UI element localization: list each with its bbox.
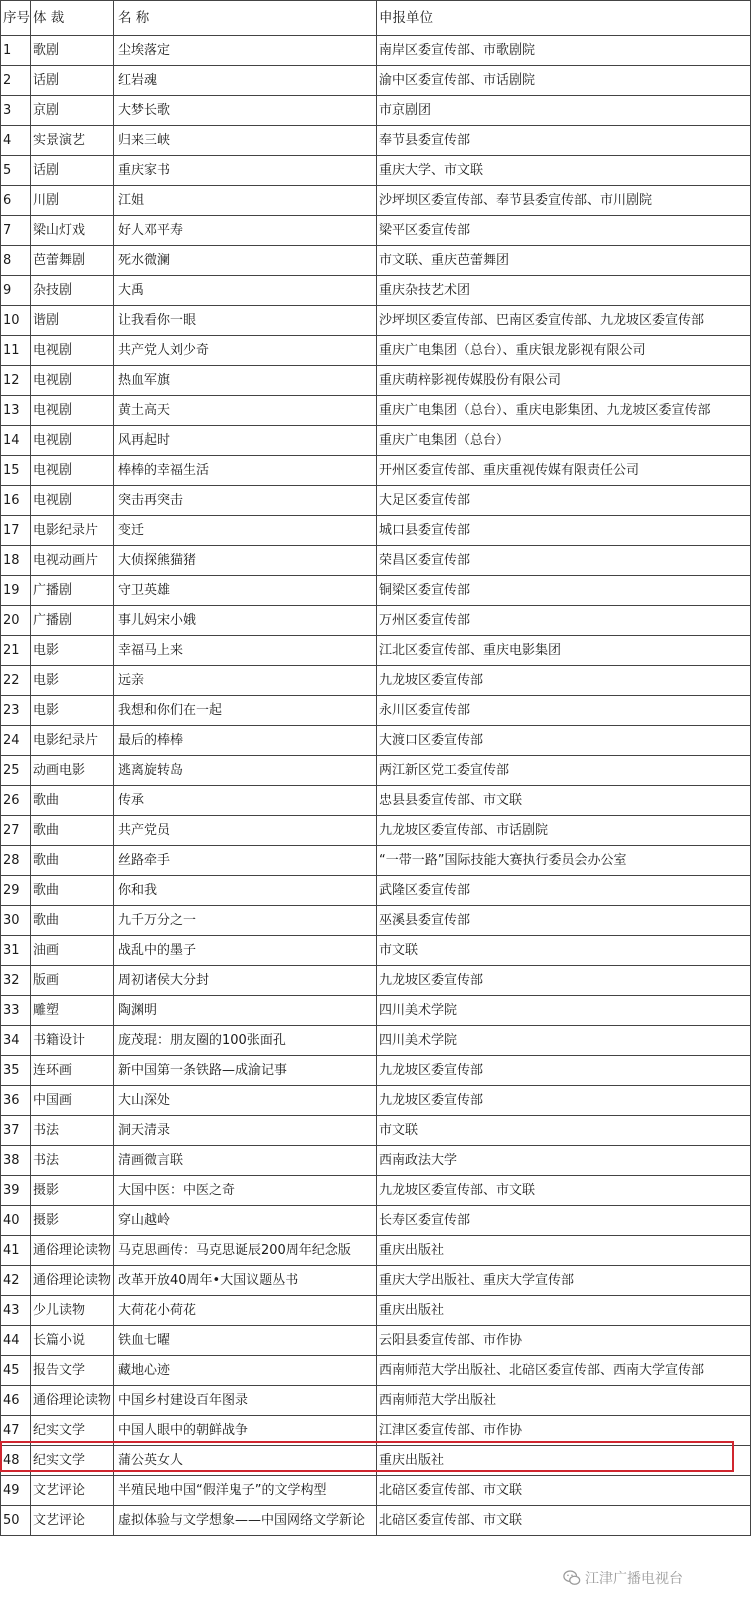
table-row bbox=[1, 1206, 751, 1236]
cell-index: 48 bbox=[1, 1446, 31, 1476]
table-row bbox=[1, 846, 751, 876]
cell-title: 洞天清录 bbox=[114, 1116, 377, 1146]
cell-applicant: 市文联 bbox=[377, 1116, 751, 1146]
table-row bbox=[1, 1476, 751, 1506]
cell-applicant: 重庆出版社 bbox=[377, 1296, 751, 1326]
cell-genre: 芭蕾舞剧 bbox=[31, 246, 114, 276]
cell-title: 传承 bbox=[114, 786, 377, 816]
cell-genre: 长篇小说 bbox=[31, 1326, 114, 1356]
cell-title: 藏地心迹 bbox=[114, 1356, 377, 1386]
cell-applicant: 云阳县委宣传部、市作协 bbox=[377, 1326, 751, 1356]
cell-index: 28 bbox=[1, 846, 31, 876]
cell-genre: 摄影 bbox=[31, 1176, 114, 1206]
table-row bbox=[1, 426, 751, 456]
table-row bbox=[1, 306, 751, 336]
table-body bbox=[1, 1, 751, 1536]
cell-applicant: 西南政法大学 bbox=[377, 1146, 751, 1176]
cell-index: 36 bbox=[1, 1086, 31, 1116]
table-row bbox=[1, 1386, 751, 1416]
cell-title: 归来三峡 bbox=[114, 126, 377, 156]
cell-title: 大荷花小荷花 bbox=[114, 1296, 377, 1326]
wechat-icon bbox=[563, 1569, 581, 1587]
header-genre: 体 裁 bbox=[31, 1, 114, 36]
cell-genre: 歌剧 bbox=[31, 36, 114, 66]
cell-applicant: 江津区委宣传部、市作协 bbox=[377, 1416, 751, 1446]
cell-index: 22 bbox=[1, 666, 31, 696]
cell-index: 11 bbox=[1, 336, 31, 366]
cell-title: 虚拟体验与文学想象——中国网络文学新论 bbox=[114, 1506, 377, 1536]
cell-applicant: 大足区委宣传部 bbox=[377, 486, 751, 516]
table-row bbox=[1, 276, 751, 306]
cell-genre: 电视剧 bbox=[31, 396, 114, 426]
cell-title: 热血军旗 bbox=[114, 366, 377, 396]
cell-title: 丝路牵手 bbox=[114, 846, 377, 876]
cell-applicant: 重庆杂技艺术团 bbox=[377, 276, 751, 306]
cell-title: 黄土高天 bbox=[114, 396, 377, 426]
cell-applicant: 铜梁区委宣传部 bbox=[377, 576, 751, 606]
cell-index: 30 bbox=[1, 906, 31, 936]
cell-title: 大梦长歌 bbox=[114, 96, 377, 126]
cell-applicant: 重庆大学、市文联 bbox=[377, 156, 751, 186]
cell-index: 29 bbox=[1, 876, 31, 906]
table-row bbox=[1, 1026, 751, 1056]
cell-title: 远亲 bbox=[114, 666, 377, 696]
cell-title: 重庆家书 bbox=[114, 156, 377, 186]
cell-title: 红岩魂 bbox=[114, 66, 377, 96]
cell-genre: 电视剧 bbox=[31, 486, 114, 516]
cell-title: 共产党员 bbox=[114, 816, 377, 846]
cell-genre: 广播剧 bbox=[31, 576, 114, 606]
cell-index: 5 bbox=[1, 156, 31, 186]
cell-genre: 电视剧 bbox=[31, 366, 114, 396]
table-row bbox=[1, 1056, 751, 1086]
table-row bbox=[1, 1116, 751, 1146]
cell-applicant: 西南师范大学出版社、北碚区委宣传部、西南大学宣传部 bbox=[377, 1356, 751, 1386]
cell-genre: 梁山灯戏 bbox=[31, 216, 114, 246]
cell-genre: 书法 bbox=[31, 1116, 114, 1146]
cell-index: 38 bbox=[1, 1146, 31, 1176]
cell-applicant: 四川美术学院 bbox=[377, 996, 751, 1026]
cell-index: 3 bbox=[1, 96, 31, 126]
cell-genre: 摄影 bbox=[31, 1206, 114, 1236]
cell-genre: 文艺评论 bbox=[31, 1506, 114, 1536]
cell-title: 大禹 bbox=[114, 276, 377, 306]
cell-title: 大国中医：中医之奇 bbox=[114, 1176, 377, 1206]
cell-index: 50 bbox=[1, 1506, 31, 1536]
cell-index: 43 bbox=[1, 1296, 31, 1326]
cell-title: 庞茂琨：朋友圈的100张面孔 bbox=[114, 1026, 377, 1056]
cell-applicant: 渝中区委宣传部、市话剧院 bbox=[377, 66, 751, 96]
cell-genre: 歌曲 bbox=[31, 846, 114, 876]
cell-genre: 纪实文学 bbox=[31, 1416, 114, 1446]
cell-genre: 杂技剧 bbox=[31, 276, 114, 306]
cell-genre: 川剧 bbox=[31, 186, 114, 216]
cell-applicant: 九龙坡区委宣传部 bbox=[377, 666, 751, 696]
table-row bbox=[1, 1146, 751, 1176]
cell-index: 40 bbox=[1, 1206, 31, 1236]
cell-applicant: 四川美术学院 bbox=[377, 1026, 751, 1056]
cell-applicant: 大渡口区委宣传部 bbox=[377, 726, 751, 756]
cell-genre: 歌曲 bbox=[31, 906, 114, 936]
table-row bbox=[1, 576, 751, 606]
cell-applicant: 巫溪县委宣传部 bbox=[377, 906, 751, 936]
table-row bbox=[1, 636, 751, 666]
cell-index: 4 bbox=[1, 126, 31, 156]
cell-title: 尘埃落定 bbox=[114, 36, 377, 66]
cell-applicant: 九龙坡区委宣传部、市文联 bbox=[377, 1176, 751, 1206]
cell-genre: 话剧 bbox=[31, 66, 114, 96]
table-row bbox=[1, 1506, 751, 1536]
cell-genre: 文艺评论 bbox=[31, 1476, 114, 1506]
cell-index: 26 bbox=[1, 786, 31, 816]
cell-index: 42 bbox=[1, 1266, 31, 1296]
cell-title: 我想和你们在一起 bbox=[114, 696, 377, 726]
cell-applicant: 市文联 bbox=[377, 936, 751, 966]
cell-genre: 电影 bbox=[31, 666, 114, 696]
cell-genre: 中国画 bbox=[31, 1086, 114, 1116]
cell-index: 19 bbox=[1, 576, 31, 606]
table-row bbox=[1, 366, 751, 396]
cell-index: 37 bbox=[1, 1116, 31, 1146]
table-row bbox=[1, 1326, 751, 1356]
cell-index: 12 bbox=[1, 366, 31, 396]
cell-title: 突击再突击 bbox=[114, 486, 377, 516]
cell-genre: 电影 bbox=[31, 696, 114, 726]
cell-applicant: 九龙坡区委宣传部 bbox=[377, 1056, 751, 1086]
table-row bbox=[1, 1356, 751, 1386]
cell-index: 47 bbox=[1, 1416, 31, 1446]
cell-index: 34 bbox=[1, 1026, 31, 1056]
cell-genre: 实景演艺 bbox=[31, 126, 114, 156]
cell-title: 让我看你一眼 bbox=[114, 306, 377, 336]
cell-title: 江姐 bbox=[114, 186, 377, 216]
cell-genre: 通俗理论读物 bbox=[31, 1266, 114, 1296]
cell-applicant: 重庆大学出版社、重庆大学宣传部 bbox=[377, 1266, 751, 1296]
cell-applicant: 忠县县委宣传部、市文联 bbox=[377, 786, 751, 816]
table-row bbox=[1, 726, 751, 756]
table-row bbox=[1, 786, 751, 816]
cell-index: 16 bbox=[1, 486, 31, 516]
cell-index: 7 bbox=[1, 216, 31, 246]
cell-title: 共产党人刘少奇 bbox=[114, 336, 377, 366]
table-row bbox=[1, 1176, 751, 1206]
cell-title: 变迁 bbox=[114, 516, 377, 546]
table-row bbox=[1, 456, 751, 486]
cell-index: 15 bbox=[1, 456, 31, 486]
table-row bbox=[1, 96, 751, 126]
cell-index: 20 bbox=[1, 606, 31, 636]
cell-title: 风再起时 bbox=[114, 426, 377, 456]
watermark bbox=[563, 1567, 683, 1589]
cell-applicant: 北碚区委宣传部、市文联 bbox=[377, 1476, 751, 1506]
header-title: 名 称 bbox=[114, 1, 377, 36]
cell-index: 27 bbox=[1, 816, 31, 846]
table-row bbox=[1, 606, 751, 636]
cell-applicant: 南岸区委宣传部、市歌剧院 bbox=[377, 36, 751, 66]
cell-applicant: 九龙坡区委宣传部 bbox=[377, 1086, 751, 1116]
cell-applicant: 北碚区委宣传部、市文联 bbox=[377, 1506, 751, 1536]
table-row bbox=[1, 906, 751, 936]
table-row bbox=[1, 36, 751, 66]
cell-applicant: 江北区委宣传部、重庆电影集团 bbox=[377, 636, 751, 666]
cell-title: 改革开放40周年•大国议题丛书 bbox=[114, 1266, 377, 1296]
cell-applicant: 沙坪坝区委宣传部、奉节县委宣传部、市川剧院 bbox=[377, 186, 751, 216]
cell-applicant: 万州区委宣传部 bbox=[377, 606, 751, 636]
cell-genre: 油画 bbox=[31, 936, 114, 966]
cell-genre: 电影纪录片 bbox=[31, 726, 114, 756]
cell-title: 战乱中的墨子 bbox=[114, 936, 377, 966]
cell-title: 马克思画传：马克思诞辰200周年纪念版 bbox=[114, 1236, 377, 1266]
cell-title: 幸福马上来 bbox=[114, 636, 377, 666]
cell-genre: 电视剧 bbox=[31, 426, 114, 456]
table-row bbox=[1, 876, 751, 906]
cell-applicant: “一带一路”国际技能大赛执行委员会办公室 bbox=[377, 846, 751, 876]
table-row bbox=[1, 696, 751, 726]
cell-title: 陶渊明 bbox=[114, 996, 377, 1026]
cell-title: 大山深处 bbox=[114, 1086, 377, 1116]
cell-title: 事儿妈宋小娥 bbox=[114, 606, 377, 636]
table-row bbox=[1, 246, 751, 276]
cell-applicant: 永川区委宣传部 bbox=[377, 696, 751, 726]
cell-genre: 版画 bbox=[31, 966, 114, 996]
cell-genre: 少儿读物 bbox=[31, 1296, 114, 1326]
cell-genre: 电视剧 bbox=[31, 456, 114, 486]
cell-title: 新中国第一条铁路—成渝记事 bbox=[114, 1056, 377, 1086]
cell-index: 31 bbox=[1, 936, 31, 966]
cell-genre: 纪实文学 bbox=[31, 1446, 114, 1476]
table-row bbox=[1, 1266, 751, 1296]
cell-index: 18 bbox=[1, 546, 31, 576]
table-row bbox=[1, 1086, 751, 1116]
cell-index: 2 bbox=[1, 66, 31, 96]
cell-genre: 歌曲 bbox=[31, 786, 114, 816]
table-row bbox=[1, 1446, 751, 1476]
cell-title: 半殖民地中国“假洋鬼子”的文学构型 bbox=[114, 1476, 377, 1506]
table-row bbox=[1, 936, 751, 966]
table-row bbox=[1, 186, 751, 216]
cell-applicant: 荣昌区委宣传部 bbox=[377, 546, 751, 576]
cell-index: 21 bbox=[1, 636, 31, 666]
cell-index: 35 bbox=[1, 1056, 31, 1086]
watermark-text: 江津广播电视台 bbox=[585, 1571, 683, 1587]
cell-genre: 通俗理论读物 bbox=[31, 1386, 114, 1416]
table-row bbox=[1, 126, 751, 156]
table-row bbox=[1, 546, 751, 576]
table-row bbox=[1, 1236, 751, 1266]
table-row bbox=[1, 816, 751, 846]
cell-applicant: 重庆广电集团（总台）、重庆电影集团、九龙坡区委宣传部 bbox=[377, 396, 751, 426]
cell-title: 蒲公英女人 bbox=[114, 1446, 377, 1476]
cell-title: 穿山越岭 bbox=[114, 1206, 377, 1236]
cell-genre: 电影 bbox=[31, 636, 114, 666]
cell-title: 大侦探熊猫猪 bbox=[114, 546, 377, 576]
cell-index: 25 bbox=[1, 756, 31, 786]
table-row bbox=[1, 216, 751, 246]
table-row bbox=[1, 396, 751, 426]
cell-index: 13 bbox=[1, 396, 31, 426]
table-row bbox=[1, 1296, 751, 1326]
table-row bbox=[1, 996, 751, 1026]
table-row bbox=[1, 1416, 751, 1446]
header-index: 序号 bbox=[1, 1, 31, 36]
cell-index: 8 bbox=[1, 246, 31, 276]
table-row bbox=[1, 666, 751, 696]
cell-genre: 谐剧 bbox=[31, 306, 114, 336]
table-row bbox=[1, 156, 751, 186]
cell-title: 最后的棒棒 bbox=[114, 726, 377, 756]
cell-title: 棒棒的幸福生活 bbox=[114, 456, 377, 486]
cell-index: 41 bbox=[1, 1236, 31, 1266]
cell-genre: 电视动画片 bbox=[31, 546, 114, 576]
cell-genre: 书法 bbox=[31, 1146, 114, 1176]
cell-genre: 歌曲 bbox=[31, 816, 114, 846]
cell-title: 死水微澜 bbox=[114, 246, 377, 276]
cell-index: 9 bbox=[1, 276, 31, 306]
cell-applicant: 两江新区党工委宣传部 bbox=[377, 756, 751, 786]
table-header-row bbox=[1, 1, 751, 36]
table-row bbox=[1, 966, 751, 996]
cell-applicant: 市文联、重庆芭蕾舞团 bbox=[377, 246, 751, 276]
cell-title: 铁血七曜 bbox=[114, 1326, 377, 1356]
cell-applicant: 沙坪坝区委宣传部、巴南区委宣传部、九龙坡区委宣传部 bbox=[377, 306, 751, 336]
cell-index: 45 bbox=[1, 1356, 31, 1386]
cell-applicant: 西南师范大学出版社 bbox=[377, 1386, 751, 1416]
cell-applicant: 梁平区委宣传部 bbox=[377, 216, 751, 246]
cell-index: 39 bbox=[1, 1176, 31, 1206]
cell-applicant: 九龙坡区委宣传部 bbox=[377, 966, 751, 996]
table-row bbox=[1, 516, 751, 546]
cell-genre: 电视剧 bbox=[31, 336, 114, 366]
cell-index: 33 bbox=[1, 996, 31, 1026]
cell-title: 九千万分之一 bbox=[114, 906, 377, 936]
cell-genre: 通俗理论读物 bbox=[31, 1236, 114, 1266]
table-row bbox=[1, 486, 751, 516]
header-applicant: 申报单位 bbox=[377, 1, 751, 36]
cell-genre: 歌曲 bbox=[31, 876, 114, 906]
cell-genre: 连环画 bbox=[31, 1056, 114, 1086]
cell-index: 1 bbox=[1, 36, 31, 66]
cell-applicant: 重庆萌梓影视传媒股份有限公司 bbox=[377, 366, 751, 396]
cell-applicant: 奉节县委宣传部 bbox=[377, 126, 751, 156]
cell-genre: 书籍设计 bbox=[31, 1026, 114, 1056]
cell-title: 清画微言联 bbox=[114, 1146, 377, 1176]
cell-genre: 报告文学 bbox=[31, 1356, 114, 1386]
cell-genre: 电影纪录片 bbox=[31, 516, 114, 546]
cell-applicant: 重庆出版社 bbox=[377, 1236, 751, 1266]
cell-genre: 京剧 bbox=[31, 96, 114, 126]
cell-applicant: 武隆区委宣传部 bbox=[377, 876, 751, 906]
cell-applicant: 城口县委宣传部 bbox=[377, 516, 751, 546]
cell-index: 44 bbox=[1, 1326, 31, 1356]
cell-genre: 动画电影 bbox=[31, 756, 114, 786]
cell-title: 中国乡村建设百年图录 bbox=[114, 1386, 377, 1416]
cell-index: 14 bbox=[1, 426, 31, 456]
cell-applicant: 重庆广电集团（总台）、重庆银龙影视有限公司 bbox=[377, 336, 751, 366]
cell-index: 24 bbox=[1, 726, 31, 756]
cell-applicant: 长寿区委宣传部 bbox=[377, 1206, 751, 1236]
table-row bbox=[1, 336, 751, 366]
cell-title: 好人邓平寿 bbox=[114, 216, 377, 246]
cell-index: 10 bbox=[1, 306, 31, 336]
cell-index: 23 bbox=[1, 696, 31, 726]
cell-applicant: 重庆出版社 bbox=[377, 1446, 751, 1476]
table-row bbox=[1, 66, 751, 96]
cell-genre: 雕塑 bbox=[31, 996, 114, 1026]
table-row bbox=[1, 756, 751, 786]
cell-applicant: 开州区委宣传部、重庆重视传媒有限责任公司 bbox=[377, 456, 751, 486]
cell-title: 你和我 bbox=[114, 876, 377, 906]
cell-index: 17 bbox=[1, 516, 31, 546]
cell-index: 32 bbox=[1, 966, 31, 996]
cell-title: 逃离旋转岛 bbox=[114, 756, 377, 786]
cell-title: 周初诸侯大分封 bbox=[114, 966, 377, 996]
cell-applicant: 重庆广电集团（总台） bbox=[377, 426, 751, 456]
cell-title: 守卫英雄 bbox=[114, 576, 377, 606]
cell-index: 46 bbox=[1, 1386, 31, 1416]
cell-genre: 话剧 bbox=[31, 156, 114, 186]
cell-applicant: 九龙坡区委宣传部、市话剧院 bbox=[377, 816, 751, 846]
cell-index: 6 bbox=[1, 186, 31, 216]
cell-title: 中国人眼中的朝鲜战争 bbox=[114, 1416, 377, 1446]
cell-index: 49 bbox=[1, 1476, 31, 1506]
cell-applicant: 市京剧团 bbox=[377, 96, 751, 126]
cell-genre: 广播剧 bbox=[31, 606, 114, 636]
